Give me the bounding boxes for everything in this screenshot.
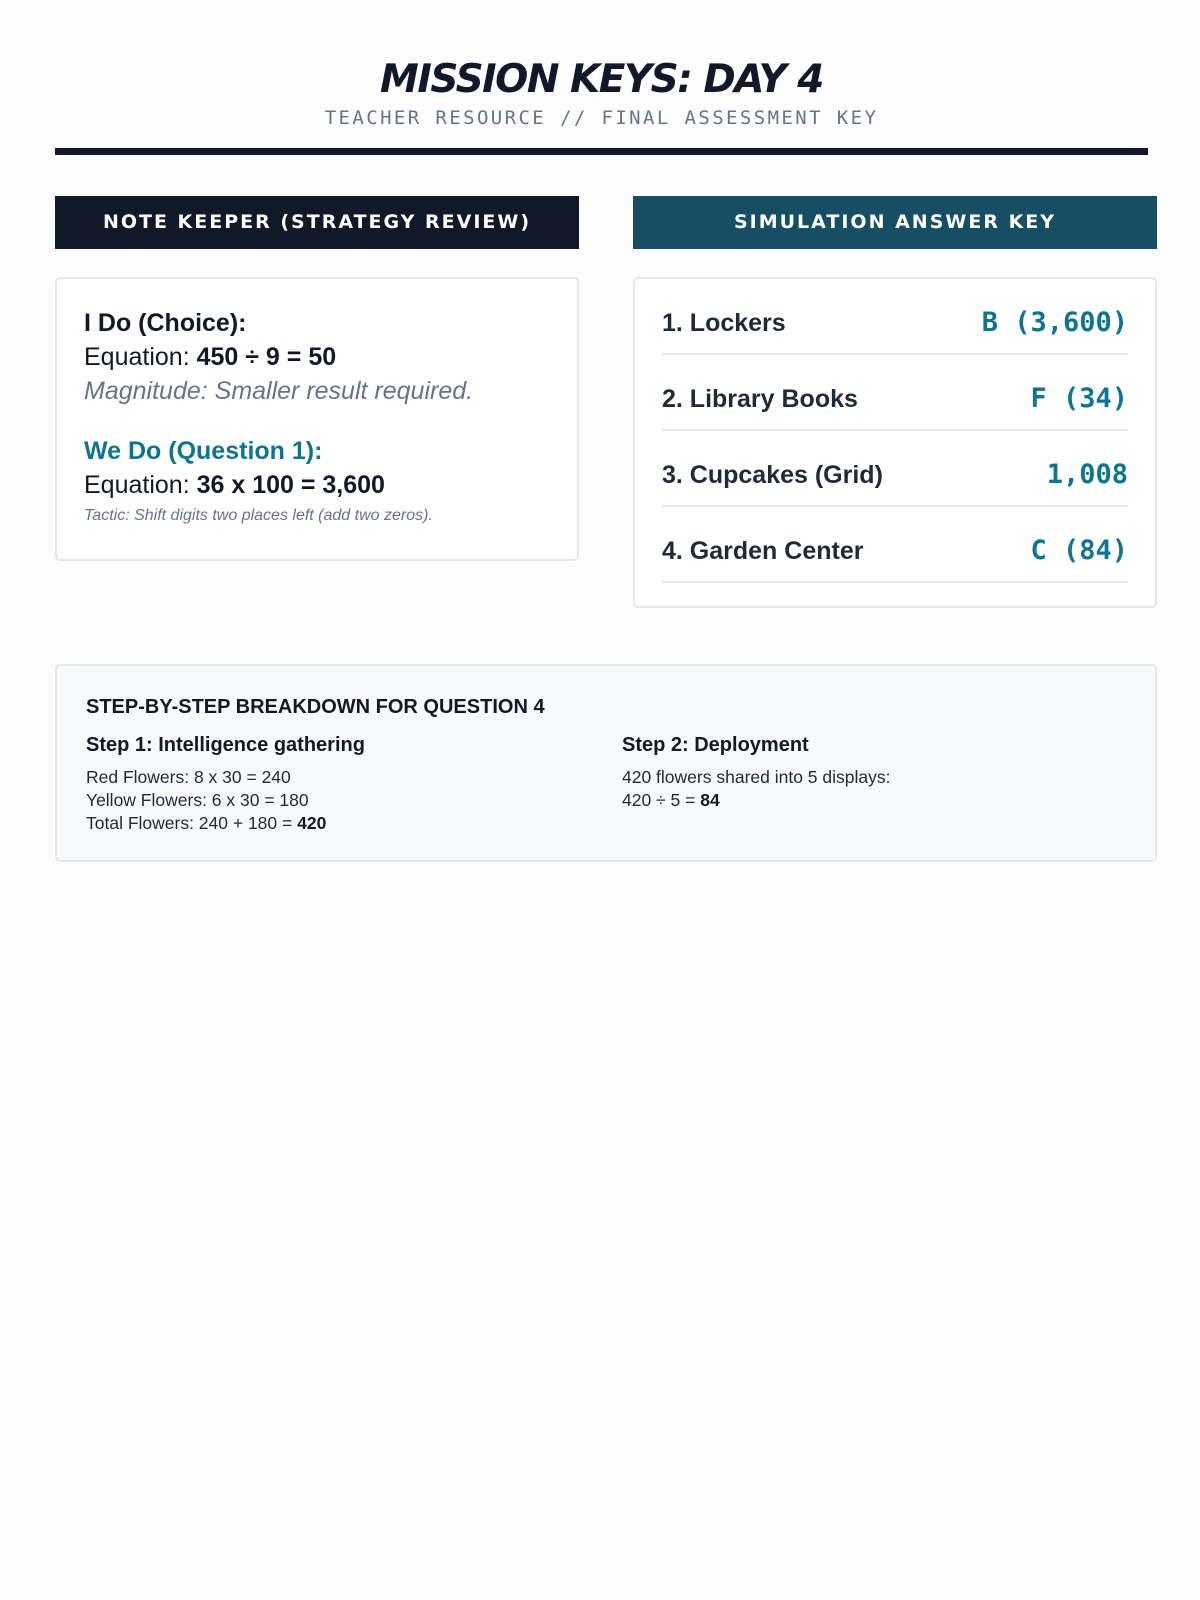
answer-value: 1,008 [1046,459,1128,490]
step-1-heading: Step 1: Intelligence gathering [86,734,365,756]
note-keeper-card [55,277,579,561]
step-2-result [622,789,1102,812]
answer-label: 3. Cupcakes (Grid) [662,461,883,489]
step-2-line: 420 flowers shared into 5 displays: [622,767,891,787]
step-1-line: Yellow Flowers: 6 x 30 = 180 [86,790,309,810]
equation-value: 450 ÷ 9 = 50 [196,343,337,371]
answer-row [662,431,1128,507]
step-1-line: Red Flowers: 8 x 30 = 240 [86,767,291,787]
equation-prefix: Equation: [84,471,190,499]
equation-prefix: Equation: [84,343,190,371]
breakdown-title: STEP-BY-STEP BREAKDOWN FOR QUESTION 4 [86,696,545,718]
answer-value: F (34) [1030,383,1128,414]
answer-label: 4. Garden Center [662,537,864,565]
breakdown-panel [55,664,1157,862]
answer-label: 2. Library Books [662,385,858,413]
we-do-tactic: Tactic: Shift digits two places left (add two zeros). [84,507,433,524]
page-subtitle: TEACHER RESOURCE // FINAL ASSESSMENT KEY [324,107,879,129]
total-prefix: Total Flowers: 240 + 180 = [86,813,293,833]
i-do-magnitude: Magnitude: Smaller result required. [84,377,474,405]
equation-value: 36 x 100 = 3,600 [196,471,385,499]
answer-row [662,355,1128,431]
division-result: 84 [700,790,720,810]
answer-value: C (84) [1030,535,1128,566]
we-do-equation [84,471,557,500]
answer-value: B (3,600) [981,307,1128,338]
step-2-heading: Step 2: Deployment [622,734,809,756]
i-do-equation [84,343,557,372]
step-2 [622,732,1102,812]
answer-row [662,279,1128,355]
answer-label: 1. Lockers [662,309,786,337]
page-header [55,0,1148,156]
step-1-total [86,812,566,835]
division-prefix: 420 ÷ 5 = [622,790,696,810]
answer-key-card [633,277,1157,608]
step-1 [86,732,566,835]
header-rule [55,148,1148,155]
total-result: 420 [297,813,327,833]
page-title: MISSION KEYS: DAY 4 [380,57,823,102]
i-do-label: I Do (Choice): [84,309,247,337]
answer-row [662,507,1128,583]
answer-key-heading: SIMULATION ANSWER KEY [633,196,1157,249]
note-keeper-heading: NOTE KEEPER (STRATEGY REVIEW) [55,196,579,249]
we-do-label: We Do (Question 1): [84,437,323,465]
